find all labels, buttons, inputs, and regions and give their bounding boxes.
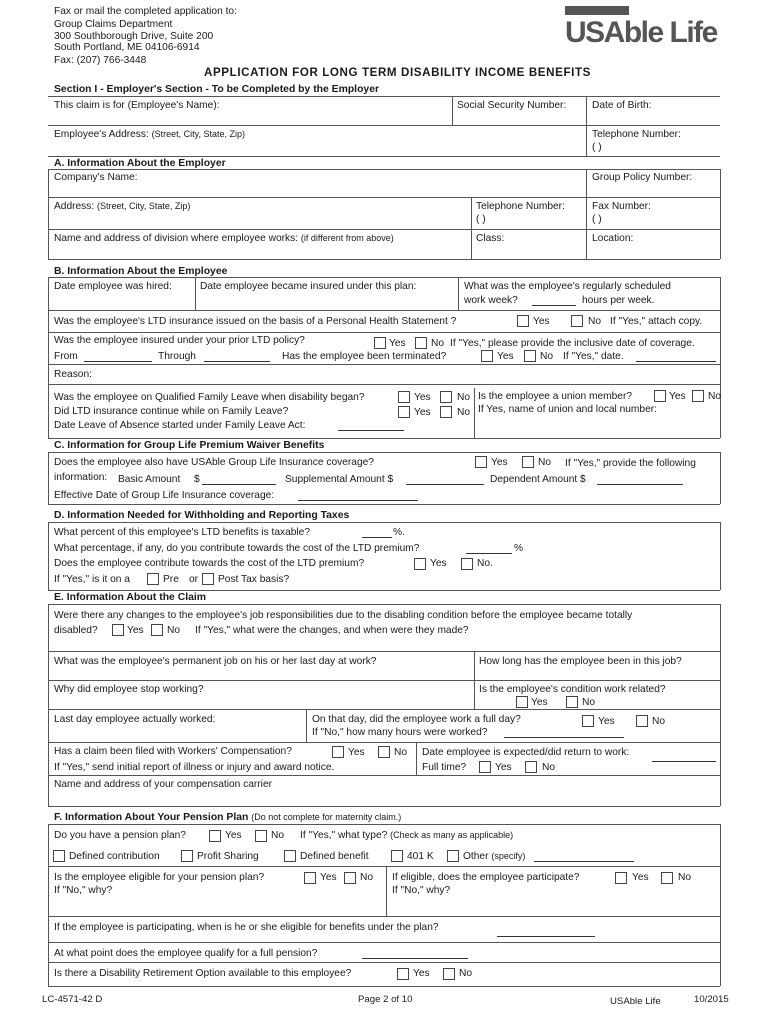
no-label: No	[360, 872, 374, 883]
sectionF-heading	[54, 812, 401, 823]
hours-worked-label: If "No," how many hours were worked?	[312, 727, 488, 738]
if-no-why-label: If "No," why?	[392, 885, 451, 896]
other-plan-checkbox[interactable]	[447, 850, 459, 862]
disability-retirement-yes-checkbox[interactable]	[397, 968, 409, 980]
pre-label: Pre	[163, 574, 179, 585]
if-no-why-label: If "No," why?	[54, 885, 113, 896]
what-type-text: If "Yes," what type?	[300, 830, 388, 841]
profit-sharing-label: Profit Sharing	[197, 851, 259, 862]
pension-yes-checkbox[interactable]	[209, 830, 221, 842]
telephone-label: Telephone Number:	[592, 129, 681, 140]
what-changes-label: If "Yes," what were the changes, and when were they made?	[195, 625, 469, 636]
date-insured-label: Date employee became insured under this plan:	[200, 281, 417, 292]
full-time-no-checkbox[interactable]	[525, 761, 537, 773]
work-week-label: What was the employee's regularly scheduled	[464, 281, 671, 292]
disability-retirement-no-checkbox[interactable]	[443, 968, 455, 980]
percent-sign: %.	[393, 527, 405, 538]
work-related-no-checkbox[interactable]	[566, 696, 578, 708]
terminated-yes-checkbox[interactable]	[481, 350, 493, 362]
no-label: No	[542, 762, 556, 773]
taxable-percent-field[interactable]	[362, 537, 392, 538]
or-label: or	[189, 574, 199, 585]
percent-sign: %	[514, 543, 524, 554]
workers-comp-question: Has a claim been filed with Workers' Compensation?	[54, 746, 292, 757]
union-no-checkbox[interactable]	[692, 390, 704, 402]
eligible-no-checkbox[interactable]	[344, 872, 356, 884]
telephone-parens: ( )	[592, 142, 602, 153]
basic-amount-field[interactable]	[202, 484, 276, 485]
union-member-question: Is the employee a union member?	[478, 391, 633, 402]
class-label: Class:	[476, 233, 505, 244]
contribute-percent-field[interactable]	[466, 553, 512, 554]
yes-label: Yes	[320, 872, 337, 883]
pre-tax-checkbox[interactable]	[147, 573, 159, 585]
defined-benefit-checkbox[interactable]	[284, 850, 296, 862]
no-label: No	[459, 968, 473, 979]
hours-per-week-label: hours per week.	[582, 295, 655, 306]
work-week-hours-field[interactable]	[532, 305, 576, 306]
permanent-job-label: What was the employee's permanent job on his or her last day at work?	[54, 656, 377, 667]
ssn-label: Social Security Number:	[457, 100, 567, 111]
defined-contribution-checkbox[interactable]	[53, 850, 65, 862]
return-date-field[interactable]	[652, 761, 716, 762]
ltd-continue-question: Did LTD insurance continue while on Family Leave?	[54, 406, 289, 417]
work-related-yes-checkbox[interactable]	[516, 696, 528, 708]
yes-label: Yes	[389, 338, 406, 349]
policy-number-label: Group Policy Number:	[592, 172, 693, 183]
job-duration-label: How long has the employee been in this job?	[479, 656, 682, 667]
full-day-question: On that day, did the employee work a full day?	[312, 714, 521, 725]
leave-start-field[interactable]	[338, 430, 404, 431]
employer-telephone-label: Telephone Number:	[476, 201, 565, 212]
prior-yes-checkbox[interactable]	[374, 337, 386, 349]
dob-label: Date of Birth:	[592, 100, 652, 111]
taxable-percent-question: What percent of this employee's LTD benefits is taxable?	[54, 527, 311, 538]
address-hint: (Street, City, State, Zip)	[97, 201, 191, 211]
pension-plan-question: Do you have a pension plan?	[54, 830, 186, 841]
work-related-question: Is the employee's condition work related?	[479, 684, 666, 695]
form-date: 10/2015	[694, 994, 729, 1005]
termination-date-label: If "Yes," date.	[563, 351, 624, 362]
full-day-yes-checkbox[interactable]	[582, 715, 594, 727]
effective-date-field[interactable]	[298, 500, 418, 501]
participate-yes-checkbox[interactable]	[615, 872, 627, 884]
eligible-yes-checkbox[interactable]	[304, 872, 316, 884]
terminated-no-checkbox[interactable]	[524, 350, 536, 362]
no-label: No	[540, 351, 554, 362]
sectionF-title: F. Information About Your Pension Plan	[54, 812, 249, 823]
mail-line: South Portland, ME 04106-6914	[54, 42, 200, 53]
dependent-amount-label: Dependent Amount $	[490, 474, 586, 485]
sectionD-heading: D. Information Needed for Withholding and Reporting Taxes	[54, 510, 350, 521]
yes-label: Yes	[531, 697, 548, 708]
supplemental-amount-field[interactable]	[406, 484, 484, 485]
tax-basis-question: If "Yes," is it on a	[54, 574, 130, 585]
other-plan-field[interactable]	[534, 861, 634, 862]
effective-date-label: Effective Date of Group Life Insurance coverage:	[54, 490, 275, 501]
division-label	[54, 233, 394, 244]
date-hired-label: Date employee was hired:	[54, 281, 172, 292]
specify-note: (specify)	[491, 851, 526, 861]
no-label: No	[431, 338, 445, 349]
sectionA-heading: A. Information About the Employer	[54, 158, 226, 169]
employee-address-label	[54, 129, 245, 140]
dollar-sign: $	[194, 474, 200, 485]
participate-question: If eligible, does the employee participate?	[392, 872, 580, 883]
group-life-no-checkbox[interactable]	[522, 456, 534, 468]
reason-label: Reason:	[54, 369, 92, 380]
health-yes-checkbox[interactable]	[517, 315, 529, 327]
yes-label: Yes	[669, 391, 686, 402]
division-text: Name and address of division where employee works:	[54, 233, 299, 244]
health-statement-question: Was the employee's LTD insurance issued on the basis of a Personal Health Statement ?	[54, 316, 457, 327]
union-name-label: If Yes, name of union and local number:	[478, 404, 657, 415]
yes-label: Yes	[598, 716, 615, 727]
page-number: Page 2 of 10	[358, 994, 413, 1005]
full-day-no-checkbox[interactable]	[636, 715, 648, 727]
yes-label: Yes	[348, 747, 365, 758]
fmla-yes-checkbox[interactable]	[398, 391, 410, 403]
from-date-field[interactable]	[84, 361, 152, 362]
from-label: From	[54, 351, 78, 362]
no-label: No	[678, 872, 692, 883]
through-date-field[interactable]	[204, 361, 270, 362]
why-stop-label: Why did employee stop working?	[54, 684, 204, 695]
family-leave-question: Was the employee on Qualified Family Leave when disability began?	[54, 392, 365, 403]
profit-sharing-checkbox[interactable]	[181, 850, 193, 862]
defined-benefit-label: Defined benefit	[300, 851, 369, 862]
yes-label: Yes	[430, 558, 447, 569]
prior-no-checkbox[interactable]	[415, 337, 427, 349]
logo-bar	[565, 6, 629, 15]
participate-no-checkbox[interactable]	[661, 872, 673, 884]
address-label-text: Employee's Address:	[54, 129, 149, 140]
full-pension-question: At what point does the employee qualify for a full pension?	[54, 948, 318, 959]
pension-no-checkbox[interactable]	[255, 830, 267, 842]
other-label	[463, 851, 525, 862]
workers-comp-no-checkbox[interactable]	[378, 746, 390, 758]
when-eligible-field[interactable]	[497, 936, 595, 937]
full-time-yes-checkbox[interactable]	[479, 761, 491, 773]
footer-company: USAble Life	[610, 996, 661, 1007]
full-pension-field[interactable]	[362, 958, 468, 959]
yes-label: Yes	[225, 830, 242, 841]
ltd-continue-yes-checkbox[interactable]	[398, 406, 410, 418]
supplemental-amount-label: Supplemental Amount $	[285, 474, 394, 485]
group-life-yes-checkbox[interactable]	[475, 456, 487, 468]
page-title: APPLICATION FOR LONG TERM DISABILITY INCOME BENEFITS	[204, 66, 591, 79]
no-label: No	[271, 830, 285, 841]
yes-label: Yes	[632, 872, 649, 883]
what-type-label	[300, 830, 513, 841]
company-name-label: Company's Name:	[54, 172, 138, 183]
division-hint: (if different from above)	[300, 233, 394, 243]
mail-line: Fax: (207) 766-3448	[54, 55, 147, 66]
when-eligible-question: If the employee is participating, when is he or she eligible for benefits under the plan?	[54, 922, 439, 933]
mail-line: Group Claims Department	[54, 19, 173, 30]
yes-label: Yes	[127, 625, 144, 636]
employee-name-label: This claim is for (Employee's Name):	[54, 100, 220, 111]
terminated-question: Has the employee been terminated?	[282, 351, 447, 362]
prior-policy-question: Was the employee insured under your prior LTD policy?	[54, 335, 305, 346]
yes-label: Yes	[414, 392, 431, 403]
no-label: No	[457, 392, 471, 403]
basic-amount-label: Basic Amount	[118, 474, 181, 485]
hours-worked-field[interactable]	[504, 737, 624, 738]
no-label: No	[652, 716, 666, 727]
employee-contribute-no-checkbox[interactable]	[461, 558, 473, 570]
group-life-question: Does the employee also have USAble Group Life Insurance coverage?	[54, 457, 374, 468]
union-yes-checkbox[interactable]	[654, 390, 666, 402]
last-day-worked-label: Last day employee actually worked:	[54, 714, 216, 725]
yes-label: Yes	[497, 351, 514, 362]
post-tax-checkbox[interactable]	[202, 573, 214, 585]
yes-label: Yes	[414, 407, 431, 418]
through-label: Through	[158, 351, 196, 362]
return-date-label: Date employee is expected/did return to work:	[422, 747, 630, 758]
no-label: No	[167, 625, 181, 636]
mail-line: Fax or mail the completed application to:	[54, 6, 237, 17]
maternity-note: (Do not complete for maternity claim.)	[251, 812, 402, 822]
401k-checkbox[interactable]	[391, 850, 403, 862]
dependent-amount-field[interactable]	[597, 484, 683, 485]
sectionE-heading: E. Information About the Claim	[54, 592, 207, 603]
inclusive-dates-note: If "Yes," please provide the inclusive date of coverage.	[450, 338, 695, 349]
usable-life-logo	[565, 6, 723, 54]
check-many-note: (Check as many as applicable)	[390, 830, 514, 840]
attach-copy-note: If "Yes," attach copy.	[610, 316, 703, 327]
location-label: Location:	[592, 233, 634, 244]
send-report-note: If "Yes," send initial report of illness or injury and award notice.	[54, 762, 335, 773]
defined-contribution-label: Defined contribution	[69, 851, 160, 862]
fax-parens: ( )	[592, 214, 602, 225]
sectionC-heading: C. Information for Group Life Premium Waiver Benefits	[54, 440, 325, 451]
401k-label: 401 K	[407, 851, 434, 862]
address-text: Address:	[54, 201, 95, 212]
fmla-no-checkbox[interactable]	[440, 391, 452, 403]
yes-label: Yes	[495, 762, 512, 773]
health-no-checkbox[interactable]	[571, 315, 583, 327]
pension-eligible-question: Is the employee eligible for your pension plan?	[54, 872, 265, 883]
sectionB-heading: B. Information About the Employee	[54, 266, 228, 277]
disabled-label: disabled?	[54, 625, 98, 636]
leave-start-label: Date Leave of Absence started under Family Leave Act:	[54, 420, 306, 431]
job-changes-question: Were there any changes to the employee's job responsibilities due to the disabling condition before the employee became totally	[54, 610, 633, 621]
form-number: LC-4571-42 D	[42, 994, 103, 1005]
no-label: No	[582, 697, 596, 708]
yes-label: Yes	[413, 968, 430, 979]
yes-label: Yes	[491, 457, 508, 468]
provide-following-note: If "Yes," provide the following	[565, 458, 696, 469]
compensation-carrier-label: Name and address of your compensation carrier	[54, 779, 273, 790]
disability-retirement-question: Is there a Disability Retirement Option available to this employee?	[54, 968, 352, 979]
yes-label: Yes	[533, 316, 550, 327]
ltd-continue-no-checkbox[interactable]	[440, 406, 452, 418]
logo-text: USAble Life	[565, 16, 717, 49]
employee-contribute-yes-checkbox[interactable]	[414, 558, 426, 570]
no-label: No	[457, 407, 471, 418]
no-label: No.	[477, 558, 493, 569]
no-label: No	[588, 316, 602, 327]
section1-heading: Section I - Employer's Section - To be Completed by the Employer	[54, 84, 380, 95]
telephone-parens: ( )	[476, 214, 486, 225]
address-hint: (Street, City, State, Zip)	[151, 129, 246, 139]
no-label: No	[394, 747, 408, 758]
employer-address-label	[54, 201, 190, 212]
fax-number-label: Fax Number:	[592, 201, 651, 212]
workers-comp-yes-checkbox[interactable]	[332, 746, 344, 758]
employee-contribute-question: Does the employee contribute towards the cost of the LTD premium?	[54, 558, 365, 569]
other-text: Other	[463, 851, 489, 862]
full-time-label: Full time?	[422, 762, 467, 773]
termination-date-field[interactable]	[636, 361, 716, 362]
contribute-percent-question: What percentage, if any, do you contribute towards the cost of the LTD premium?	[54, 543, 420, 554]
mail-line: 300 Southborough Drive, Suite 200	[54, 31, 214, 42]
no-label: No	[708, 391, 722, 402]
post-tax-label: Post Tax basis?	[218, 574, 290, 585]
work-week-q: work week?	[464, 295, 518, 306]
information-label: information:	[54, 472, 108, 483]
job-changes-yes-checkbox[interactable]	[112, 624, 124, 636]
no-label: No	[538, 457, 552, 468]
job-changes-no-checkbox[interactable]	[151, 624, 163, 636]
